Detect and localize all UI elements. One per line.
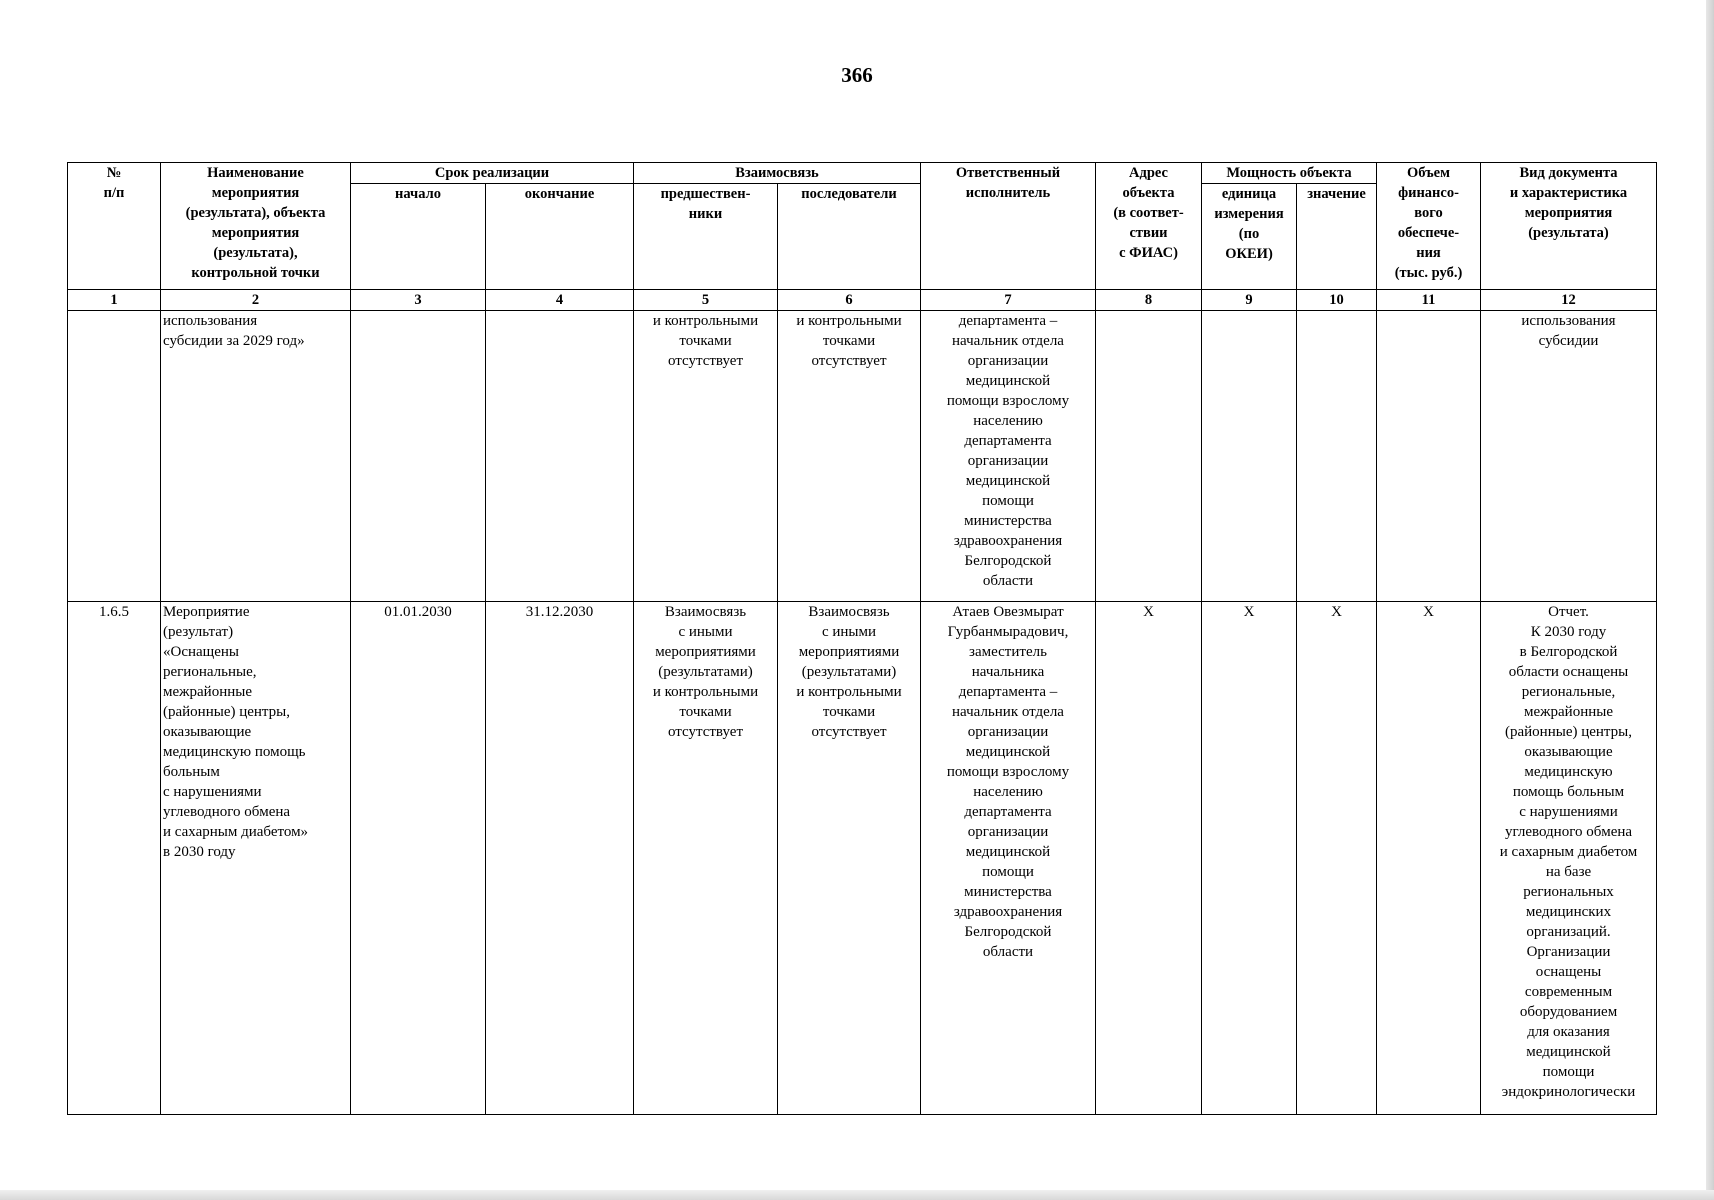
- row-name: использования субсидии за 2029 год»: [161, 311, 351, 602]
- col-number-5: 5: [634, 290, 778, 311]
- col-number-11: 11: [1377, 290, 1481, 311]
- row-number: 1.6.5: [68, 602, 161, 1115]
- scan-edge: [1706, 0, 1714, 1200]
- col-number-12: 12: [1481, 290, 1657, 311]
- row-end: 31.12.2030: [486, 602, 634, 1115]
- row-start: [351, 311, 486, 602]
- row-unit: [1202, 311, 1297, 602]
- header-finance: Объем финансо- вого обеспече- ния (тыс. руб.): [1377, 163, 1481, 290]
- header-predecessors: предшествен- ники: [634, 184, 778, 290]
- row-unit: X: [1202, 602, 1297, 1115]
- header-capacity: Мощность объекта: [1202, 163, 1377, 184]
- plan-table: [67, 162, 1657, 1115]
- col-number-7: 7: [921, 290, 1096, 311]
- table-row: [68, 311, 1657, 602]
- row-name: Мероприятие (результат) «Оснащены региональные, межрайонные (районные) центры, оказывающие медицинскую помощь больным с нарушениями углеводного обмена и сахарным диабетом» в 2030 году: [161, 602, 351, 1115]
- row-value: [1297, 311, 1377, 602]
- col-number-1: 1: [68, 290, 161, 311]
- col-number-10: 10: [1297, 290, 1377, 311]
- page-number: 366: [841, 63, 873, 87]
- scan-edge: [0, 1190, 1714, 1200]
- row-document: Отчет. К 2030 году в Белгородской области оснащены региональные, межрайонные (районные) центры, оказывающие медицинскую помощь больным с нарушениями углеводного обмена и сахарным диабетом на базе региональных медицинских организаций. Организации оснащены современным оборудованием для оказания медицинской помощи эндокринологически: [1481, 602, 1657, 1115]
- col-number-3: 3: [351, 290, 486, 311]
- row-responsible: департамента – начальник отдела организации медицинской помощи взрослому населению департамента организации медицинской помощи министерства здравоохранения Белгородской области: [921, 311, 1096, 602]
- header-name: Наименование мероприятия (результата), объекта мероприятия (результата), контрольной точки: [161, 163, 351, 290]
- col-number-9: 9: [1202, 290, 1297, 311]
- col-number-4: 4: [486, 290, 634, 311]
- row-successors: и контрольными точками отсутствует: [778, 311, 921, 602]
- row-finance: [1377, 311, 1481, 602]
- row-predecessors: и контрольными точками отсутствует: [634, 311, 778, 602]
- header-term: Срок реализации: [351, 163, 634, 184]
- col-number-8: 8: [1096, 290, 1202, 311]
- table-row: [68, 602, 1657, 1115]
- row-document: использования субсидии: [1481, 311, 1657, 602]
- row-responsible: Атаев Овезмырат Гурбанмырадович, заместитель начальника департамента – начальник отдела организации медицинской помощи взрослому населению департамента организации медицинской помощи министерства здравоохранения Белгородской области: [921, 602, 1096, 1115]
- row-predecessors: Взаимосвязь с иными мероприятиями (результатами) и контрольными точками отсутствует: [634, 602, 778, 1115]
- row-start: 01.01.2030: [351, 602, 486, 1115]
- row-successors: Взаимосвязь с иными мероприятиями (результатами) и контрольными точками отсутствует: [778, 602, 921, 1115]
- row-number: [68, 311, 161, 602]
- row-address: [1096, 311, 1202, 602]
- col-number-6: 6: [778, 290, 921, 311]
- header-end: окончание: [486, 184, 634, 290]
- header-unit: единица измерения (по ОКЕИ): [1202, 184, 1297, 290]
- header-relation: Взаимосвязь: [634, 163, 921, 184]
- col-number-2: 2: [161, 290, 351, 311]
- header-successors: последователи: [778, 184, 921, 290]
- row-finance: X: [1377, 602, 1481, 1115]
- header-start: начало: [351, 184, 486, 290]
- row-value: X: [1297, 602, 1377, 1115]
- header-number: № п/п: [68, 163, 161, 290]
- header-responsible: Ответственный исполнитель: [921, 163, 1096, 290]
- header-document: Вид документа и характеристика мероприятия (результата): [1481, 163, 1657, 290]
- header-value: значение: [1297, 184, 1377, 290]
- row-address: X: [1096, 602, 1202, 1115]
- header-address: Адрес объекта (в соответ- ствии с ФИАС): [1096, 163, 1202, 290]
- row-end: [486, 311, 634, 602]
